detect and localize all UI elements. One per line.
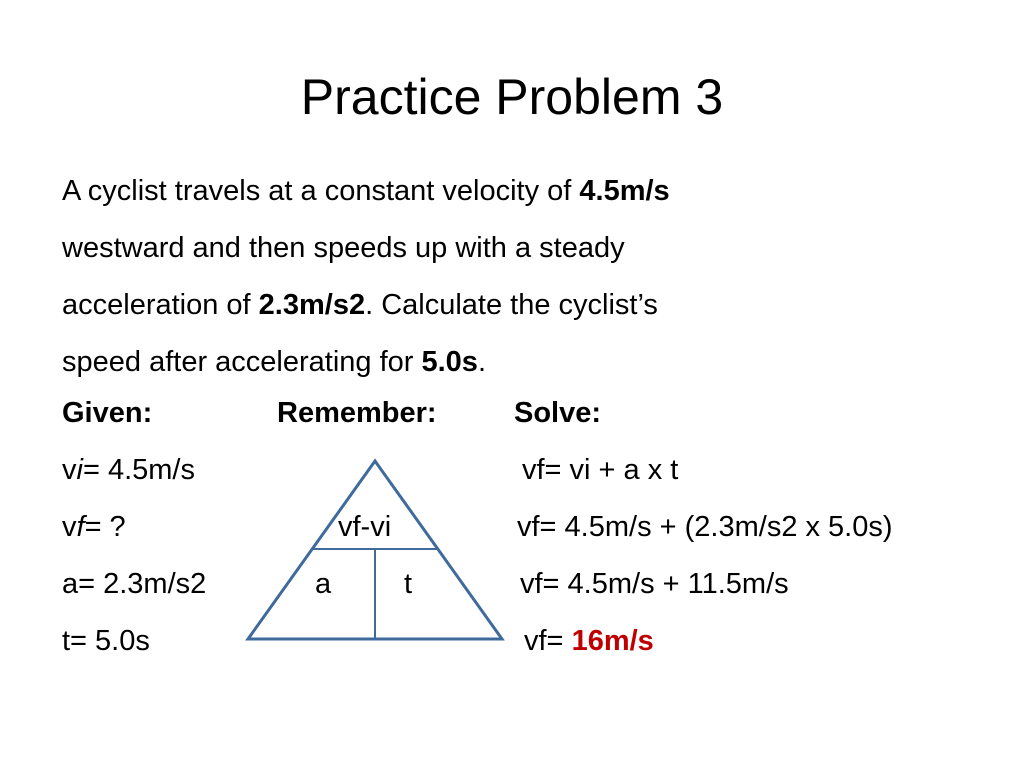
given-a: a= 2.3m/s2 <box>62 568 207 600</box>
problem-text: acceleration of <box>62 289 259 321</box>
final-answer: 16m/s <box>571 625 654 657</box>
problem-text: A cyclist travels at a constant velocity of <box>62 175 580 207</box>
solve-step-3: vf= 4.5m/s + 11.5m/s <box>520 568 789 600</box>
answer-prefix: vf= <box>524 625 572 657</box>
remember-header: Remember: <box>277 397 437 429</box>
given-vi: vi= 4.5m/s <box>62 454 195 486</box>
given-vf: vf= ? <box>62 511 126 543</box>
solve-step-4 <box>524 621 654 661</box>
initial-velocity-value: 4.5m/s <box>579 175 670 207</box>
triangle-top-label: vf-vi <box>338 511 392 543</box>
given-t: t= 5.0s <box>62 625 150 657</box>
time-value: 5.0s <box>421 346 478 378</box>
acceleration-value: 2.3m/s2 <box>258 289 366 321</box>
slide-title: Practice Problem 3 <box>300 69 724 125</box>
triangle-left-label: a <box>315 568 332 600</box>
problem-text: westward and then speeds up with a steady <box>62 232 625 264</box>
triangle-right-label: t <box>404 568 413 600</box>
problem-text: speed after accelerating for <box>62 346 422 378</box>
given-header: Given: <box>62 397 153 429</box>
solve-step-1: vf= vi + a x t <box>522 454 679 486</box>
solve-step-2: vf= 4.5m/s + (2.3m/s2 x 5.0s) <box>517 511 893 543</box>
problem-text: . <box>477 346 486 378</box>
solve-header: Solve: <box>514 397 602 429</box>
problem-text: . Calculate the cyclist’s <box>365 289 658 321</box>
